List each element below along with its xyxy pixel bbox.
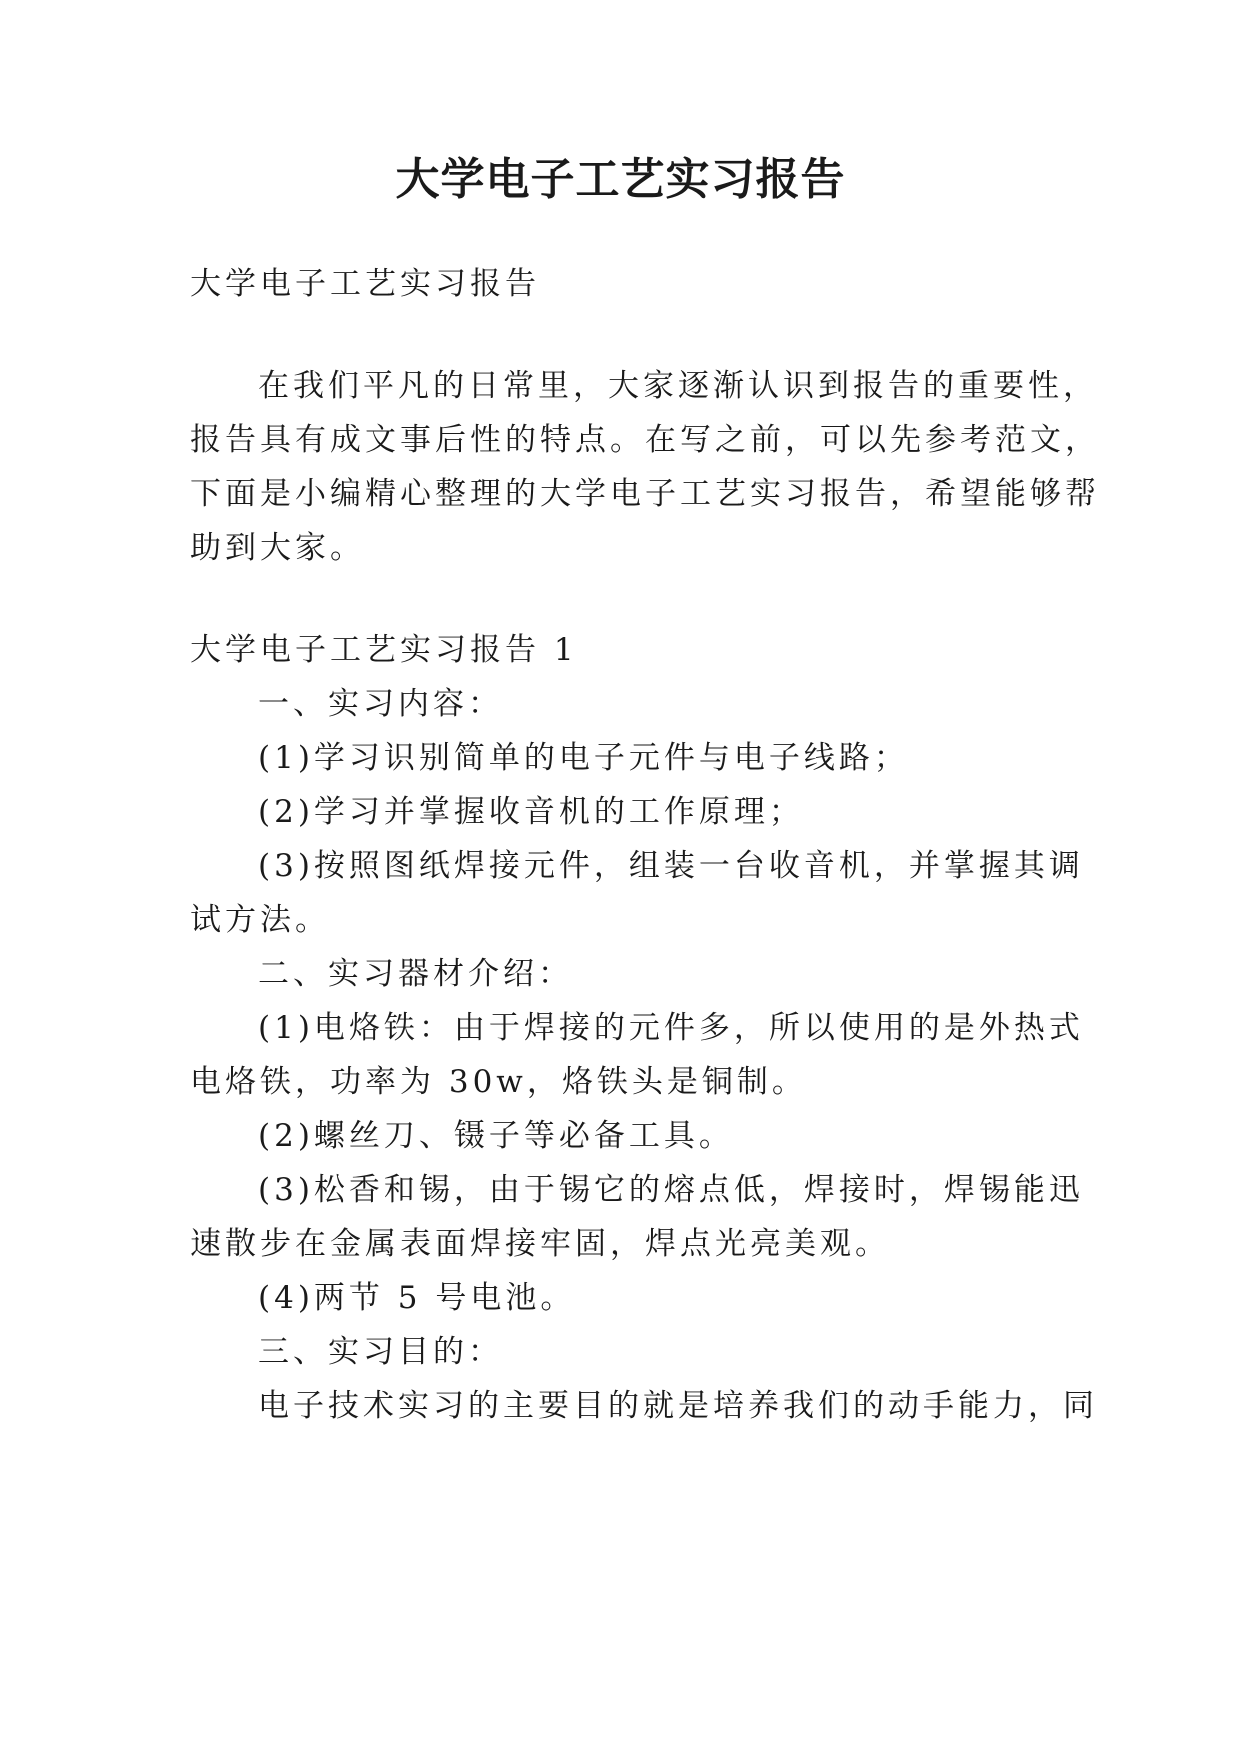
body-line: 速散步在金属表面焊接牢固，焊点光亮美观。 [190,1226,890,1262]
document-subtitle: 大学电子工艺实习报告 [190,266,540,302]
section-title: 大学电子工艺实习报告 1 [190,632,578,668]
body-line: (1)学习识别简单的电子元件与电子线路； [258,740,909,776]
section-heading: 一、实习内容： [258,686,503,722]
body-line: (2)螺丝刀、镊子等必备工具。 [258,1118,734,1154]
body-line: (3)按照图纸焊接元件，组装一台收音机，并掌握其调 [258,848,1084,884]
intro-line: 下面是小编精心整理的大学电子工艺实习报告，希望能够帮 [190,476,1100,512]
section-heading: 三、实习目的： [258,1334,503,1370]
intro-line: 报告具有成文事后性的特点。在写之前，可以先参考范文， [190,422,1100,458]
section-heading: 二、实习器材介绍： [258,956,573,992]
intro-line: 助到大家。 [190,530,365,566]
body-line: 电烙铁，功率为 30w，烙铁头是铜制。 [190,1064,807,1100]
body-line: (2)学习并掌握收音机的工作原理； [258,794,804,830]
body-line: (1)电烙铁：由于焊接的元件多，所以使用的是外热式 [258,1010,1084,1046]
intro-line: 在我们平凡的日常里，大家逐渐认识到报告的重要性， [258,368,1098,404]
document-title: 大学电子工艺实习报告 [395,154,846,205]
body-line: 电子技术实习的主要目的就是培养我们的动手能力，同 [258,1388,1098,1424]
body-line: 试方法。 [190,902,330,938]
body-line: (3)松香和锡，由于锡它的熔点低，焊接时，焊锡能迅 [258,1172,1084,1208]
body-line: (4)两节 5 号电池。 [258,1280,576,1316]
